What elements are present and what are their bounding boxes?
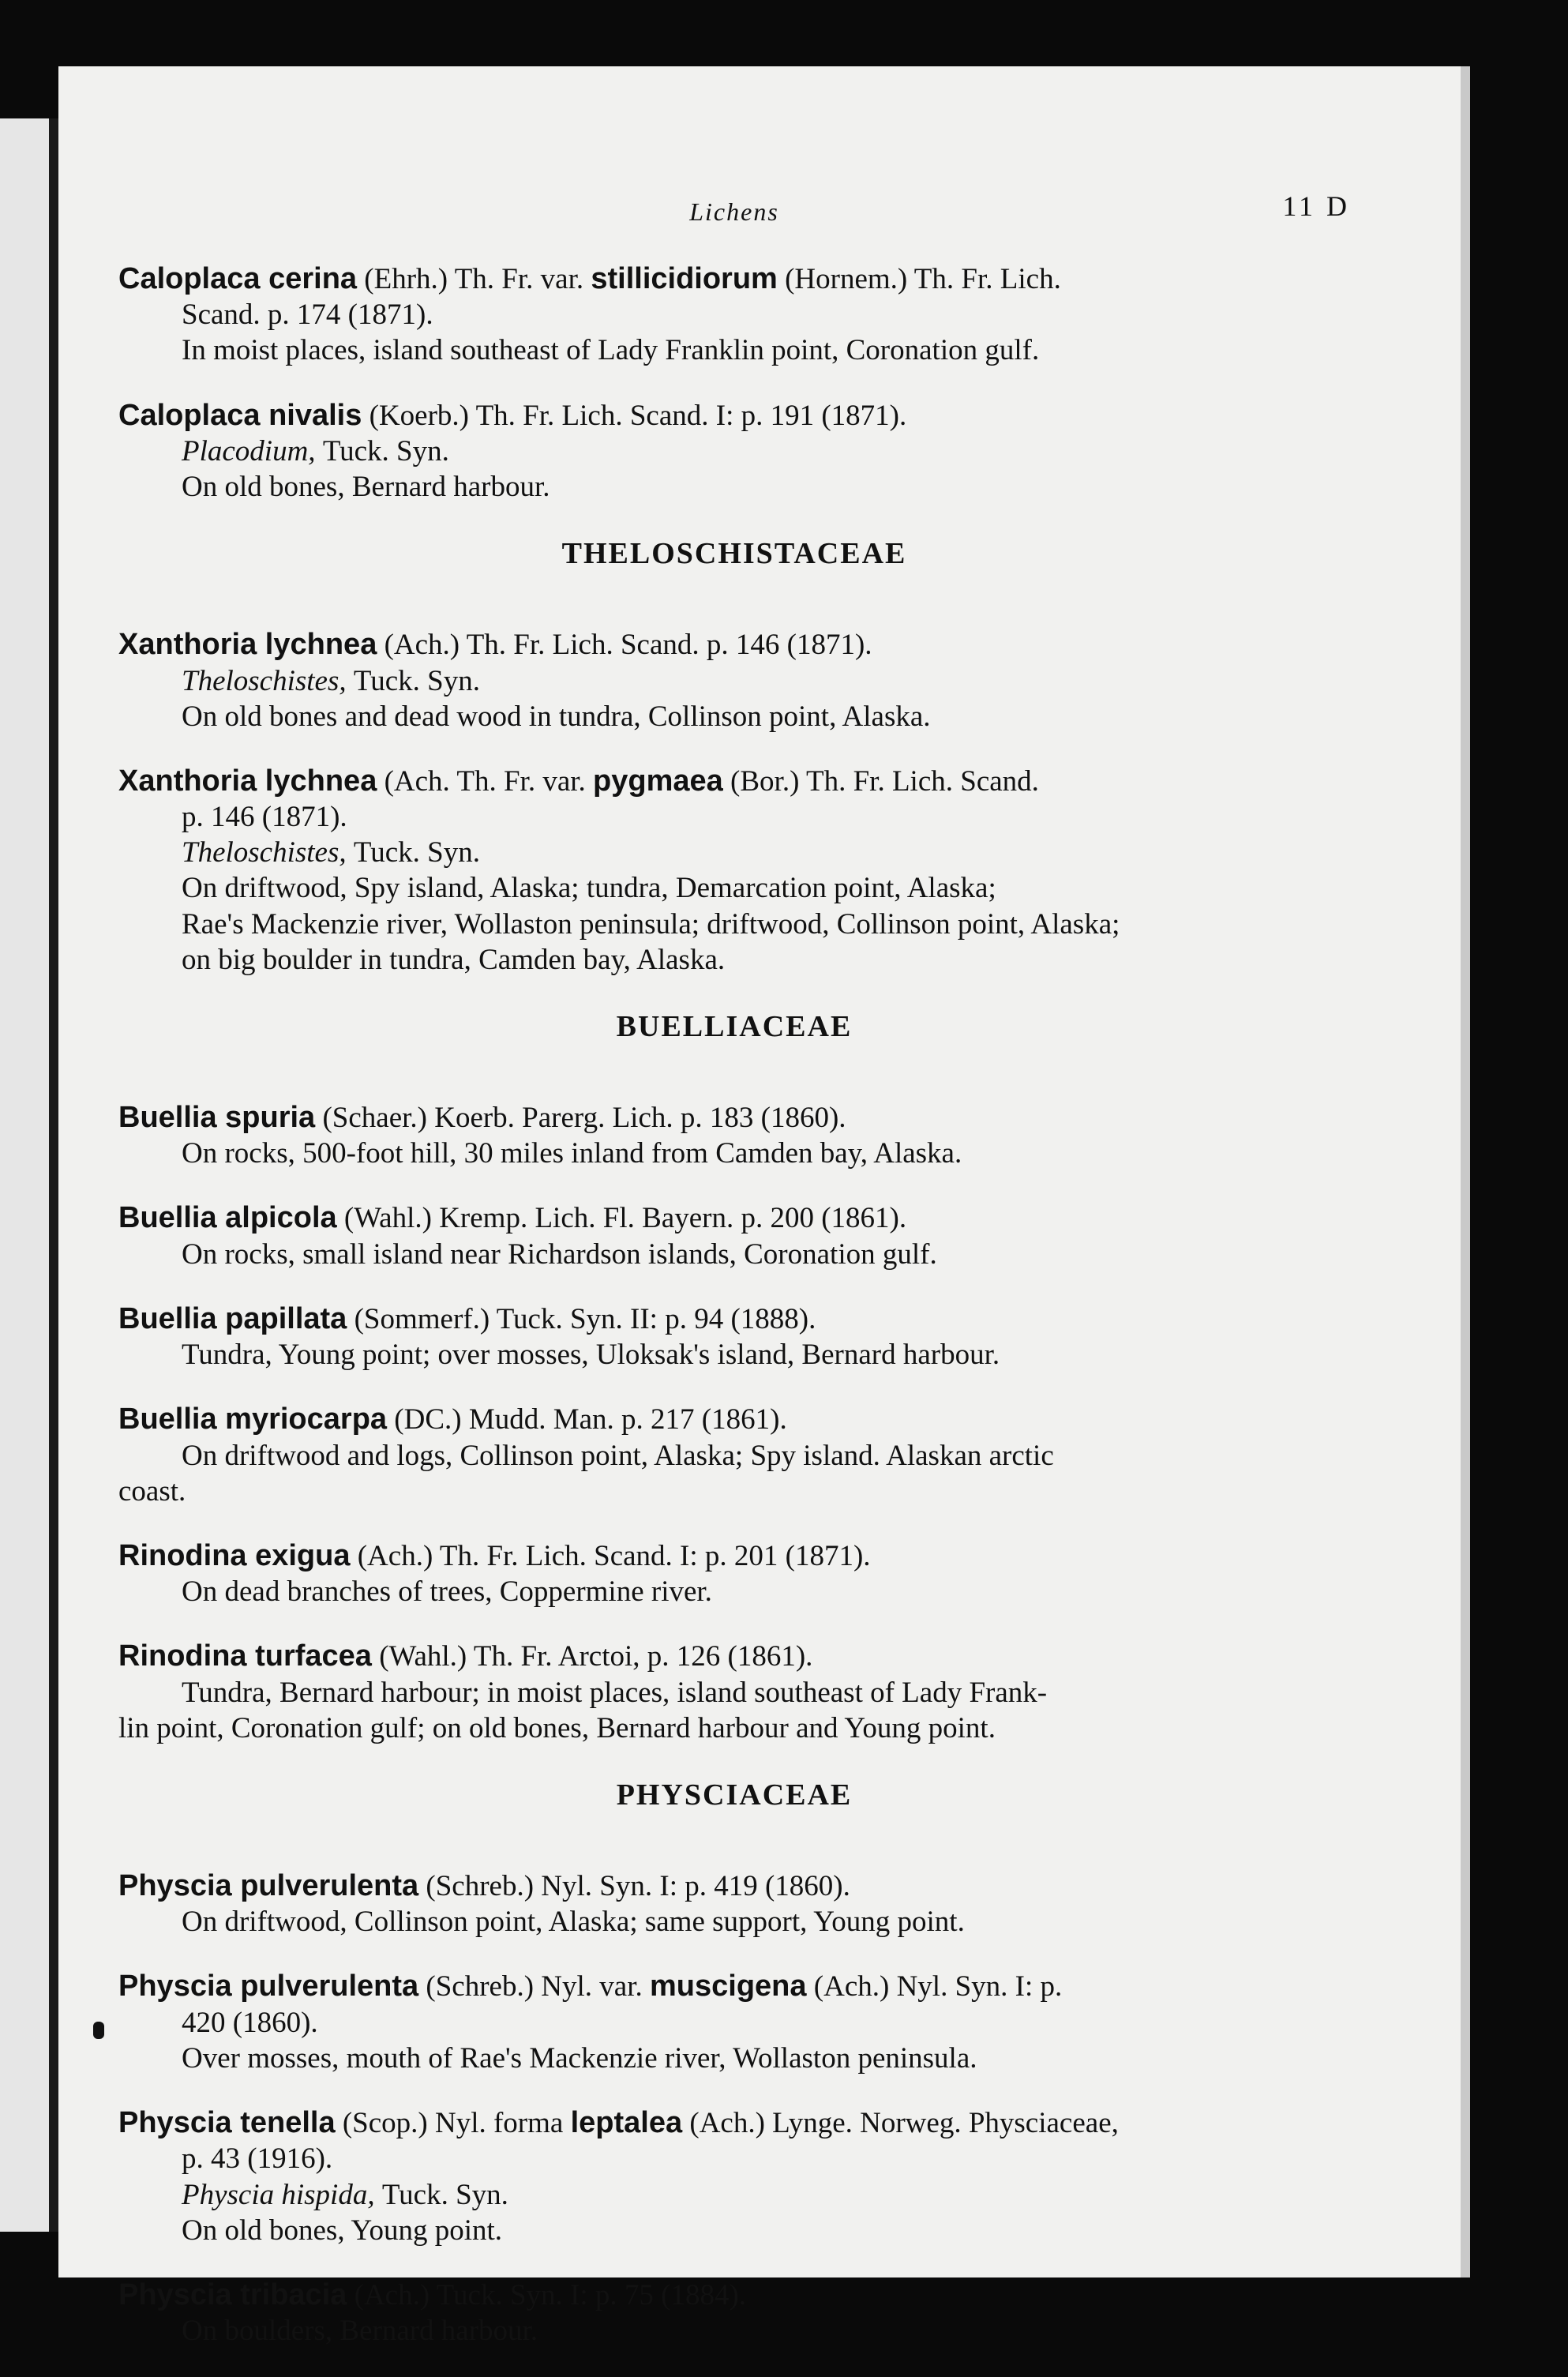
author-citation: (Schreb.) Nyl. var. bbox=[426, 1970, 643, 2003]
species-name: Physcia pulverulenta bbox=[118, 1868, 419, 1902]
author-citation: (DC.) Mudd. Man. p. 217 (1861). bbox=[394, 1403, 787, 1436]
habitat-line: On dead branches of trees, Coppermine river. bbox=[182, 1575, 712, 1609]
entry-heading bbox=[118, 763, 1350, 799]
synonym-citation: Tuck. Syn. bbox=[322, 434, 449, 468]
habitat-line: Rae's Mackenzie river, Wollaston peninsula; driftwood, Collinson point, Alaska; bbox=[182, 907, 1120, 941]
variety-name: stillicidiorum bbox=[591, 262, 778, 295]
species-name: Buellia myriocarpa bbox=[118, 1403, 388, 1436]
facing-page-edge bbox=[0, 118, 49, 2232]
variety-citation: (Hornem.) Th. Fr. Lich. bbox=[785, 263, 1061, 295]
synonym-citation: Tuck. Syn. bbox=[381, 2178, 508, 2211]
author-citation: (Ach. Th. Fr. var. bbox=[384, 764, 586, 798]
page-number: 11 D bbox=[1282, 190, 1350, 222]
habitat-line: On old bones, Bernard harbour. bbox=[182, 471, 550, 504]
entry-heading bbox=[118, 1638, 1350, 1674]
variety-name: pygmaea bbox=[593, 764, 723, 798]
entry-heading bbox=[118, 397, 1350, 434]
habitat-line: On old bones, Young point. bbox=[182, 2214, 503, 2247]
habitat-line: On old bones and dead wood in tundra, Collinson point, Alaska. bbox=[182, 700, 931, 733]
entry-heading bbox=[118, 1200, 1350, 1236]
running-header bbox=[118, 182, 1350, 237]
habitat-line: On driftwood, Collinson point, Alaska; same support, Young point. bbox=[182, 1906, 965, 1939]
species-name: Physcia tribacia bbox=[118, 2277, 347, 2311]
habitat-line: Over mosses, mouth of Rae's Mackenzie river, Wollaston peninsula. bbox=[182, 2041, 977, 2075]
author-citation: (Sommerf.) Tuck. Syn. II: p. 94 (1888). bbox=[354, 1302, 816, 1335]
entry-heading bbox=[118, 1968, 1350, 2004]
species-name: Rinodina exigua bbox=[118, 1538, 351, 1572]
habitat-line: On driftwood and logs, Collinson point, Alaska; Spy island. Alaskan arctic bbox=[182, 1439, 1054, 1472]
habitat-line: In moist places, island southeast of Lady Franklin point, Coronation gulf. bbox=[182, 334, 1040, 367]
species-name: Caloplaca cerina bbox=[118, 262, 358, 295]
page-edge-shadow bbox=[1461, 66, 1470, 2277]
entry-heading bbox=[118, 2277, 1350, 2313]
species-name: Buellia spuria bbox=[118, 1100, 316, 1134]
species-entry bbox=[118, 1200, 1350, 1271]
species-entry bbox=[118, 626, 1350, 734]
variety-name: leptalea bbox=[570, 2106, 683, 2140]
author-citation: (Ach.) Tuck. Syn. I: p. 75 (1884). bbox=[354, 2278, 747, 2311]
habitat-wrap-line: coast. bbox=[118, 1474, 186, 1508]
species-name: Buellia papillata bbox=[118, 1301, 347, 1335]
running-title: Lichens bbox=[689, 197, 779, 226]
habitat-line: On driftwood, Spy island, Alaska; tundra, Demarcation point, Alaska; bbox=[182, 872, 996, 905]
citation-continuation: p. 146 (1871). bbox=[182, 801, 347, 834]
species-entry bbox=[118, 1401, 1350, 1509]
synonym-name: Theloschistes, bbox=[182, 664, 347, 697]
synonym-line bbox=[118, 663, 1350, 699]
variety-name: muscigena bbox=[650, 1970, 807, 2003]
species-entry bbox=[118, 2277, 1350, 2349]
synonym-name: Theloschistes, bbox=[182, 836, 347, 869]
author-citation: (Wahl.) Kremp. Lich. Fl. Bayern. p. 200 (1861). bbox=[343, 1202, 907, 1235]
synonym-line bbox=[118, 2177, 1350, 2213]
author-citation: (Wahl.) Th. Fr. Arctoi, p. 126 (1861). bbox=[379, 1640, 813, 1673]
habitat-line: Tundra, Young point; over mosses, Uloksak's island, Bernard harbour. bbox=[182, 1339, 1000, 1372]
species-name: Physcia pulverulenta bbox=[118, 1970, 419, 2003]
page-content bbox=[118, 182, 1350, 2377]
synonym-citation: Tuck. Syn. bbox=[353, 836, 480, 869]
species-entry bbox=[118, 763, 1350, 978]
author-citation: (Schaer.) Koerb. Parerg. Lich. p. 183 (1860). bbox=[322, 1101, 846, 1134]
synonym-citation: Tuck. Syn. bbox=[353, 664, 480, 697]
entry-heading bbox=[118, 2105, 1350, 2141]
family-heading: THELOSCHISTACEAE bbox=[561, 537, 907, 571]
author-citation: (Scop.) Nyl. forma bbox=[342, 2107, 564, 2140]
synonym-name: Placodium, bbox=[182, 434, 316, 468]
author-citation: (Koerb.) Th. Fr. Lich. Scand. I: p. 191 (1871). bbox=[369, 399, 907, 432]
species-entry bbox=[118, 1301, 1350, 1373]
species-name: Xanthoria lychnea bbox=[118, 628, 377, 662]
synonym-line bbox=[118, 434, 1350, 469]
species-name: Caloplaca nivalis bbox=[118, 398, 362, 432]
author-citation: (Ehrh.) Th. Fr. var. bbox=[364, 263, 584, 295]
entry-heading bbox=[118, 1301, 1350, 1337]
entry-heading bbox=[118, 1868, 1350, 1904]
sections-container bbox=[118, 261, 1350, 2349]
species-name: Xanthoria lychnea bbox=[118, 764, 377, 798]
habitat-line: On rocks, small island near Richardson islands, Coronation gulf. bbox=[182, 1237, 937, 1271]
species-entry bbox=[118, 2105, 1350, 2248]
species-entry bbox=[118, 1538, 1350, 1609]
species-entry bbox=[118, 1638, 1350, 1746]
habitat-line: On boulders, Bernard harbour. bbox=[182, 2315, 538, 2348]
species-entry bbox=[118, 1099, 1350, 1171]
entry-heading bbox=[118, 1538, 1350, 1574]
citation-continuation: p. 43 (1916). bbox=[182, 2142, 333, 2176]
book-gutter bbox=[49, 118, 58, 2232]
variety-citation: (Ach.) Nyl. Syn. I: p. bbox=[813, 1970, 1063, 2003]
synonym-line bbox=[118, 835, 1350, 870]
family-heading: BUELLIACEAE bbox=[616, 1009, 853, 1043]
entry-heading bbox=[118, 626, 1350, 663]
species-entry bbox=[118, 1968, 1350, 2076]
species-entry bbox=[118, 261, 1350, 369]
variety-citation: (Bor.) Th. Fr. Lich. Scand. bbox=[730, 764, 1039, 798]
entry-heading bbox=[118, 261, 1350, 297]
synonym-name: Physcia hispida, bbox=[182, 2178, 375, 2211]
species-entry bbox=[118, 397, 1350, 505]
author-citation: (Ach.) Th. Fr. Lich. Scand. p. 146 (1871). bbox=[384, 629, 872, 662]
habitat-wrap-line: lin point, Coronation gulf; on old bones, Bernard harbour and Young point. bbox=[118, 1711, 996, 1744]
variety-citation: (Ach.) Lynge. Norweg. Physciaceae, bbox=[689, 2107, 1119, 2140]
habitat-line: Tundra, Bernard harbour; in moist places, island southeast of Lady Frank- bbox=[182, 1676, 1048, 1709]
habitat-line: on big boulder in tundra, Camden bay, Alaska. bbox=[182, 943, 726, 976]
citation-continuation: 420 (1860). bbox=[182, 2006, 318, 2039]
species-name: Rinodina turfacea bbox=[118, 1639, 372, 1673]
author-citation: (Schreb.) Nyl. Syn. I: p. 419 (1860). bbox=[426, 1869, 850, 1902]
author-citation: (Ach.) Th. Fr. Lich. Scand. I: p. 201 (1871). bbox=[357, 1539, 871, 1572]
habitat-line: On rocks, 500-foot hill, 30 miles inland from Camden bay, Alaska. bbox=[182, 1137, 962, 1170]
entry-heading bbox=[118, 1099, 1350, 1136]
citation-continuation: Scand. p. 174 (1871). bbox=[182, 299, 433, 332]
species-name: Physcia tenella bbox=[118, 2106, 336, 2140]
margin-ink-mark bbox=[93, 2022, 104, 2039]
entry-heading bbox=[118, 1401, 1350, 1437]
species-entry bbox=[118, 1868, 1350, 1940]
species-name: Buellia alpicola bbox=[118, 1201, 337, 1235]
family-heading: PHYSCIACEAE bbox=[616, 1778, 853, 1812]
